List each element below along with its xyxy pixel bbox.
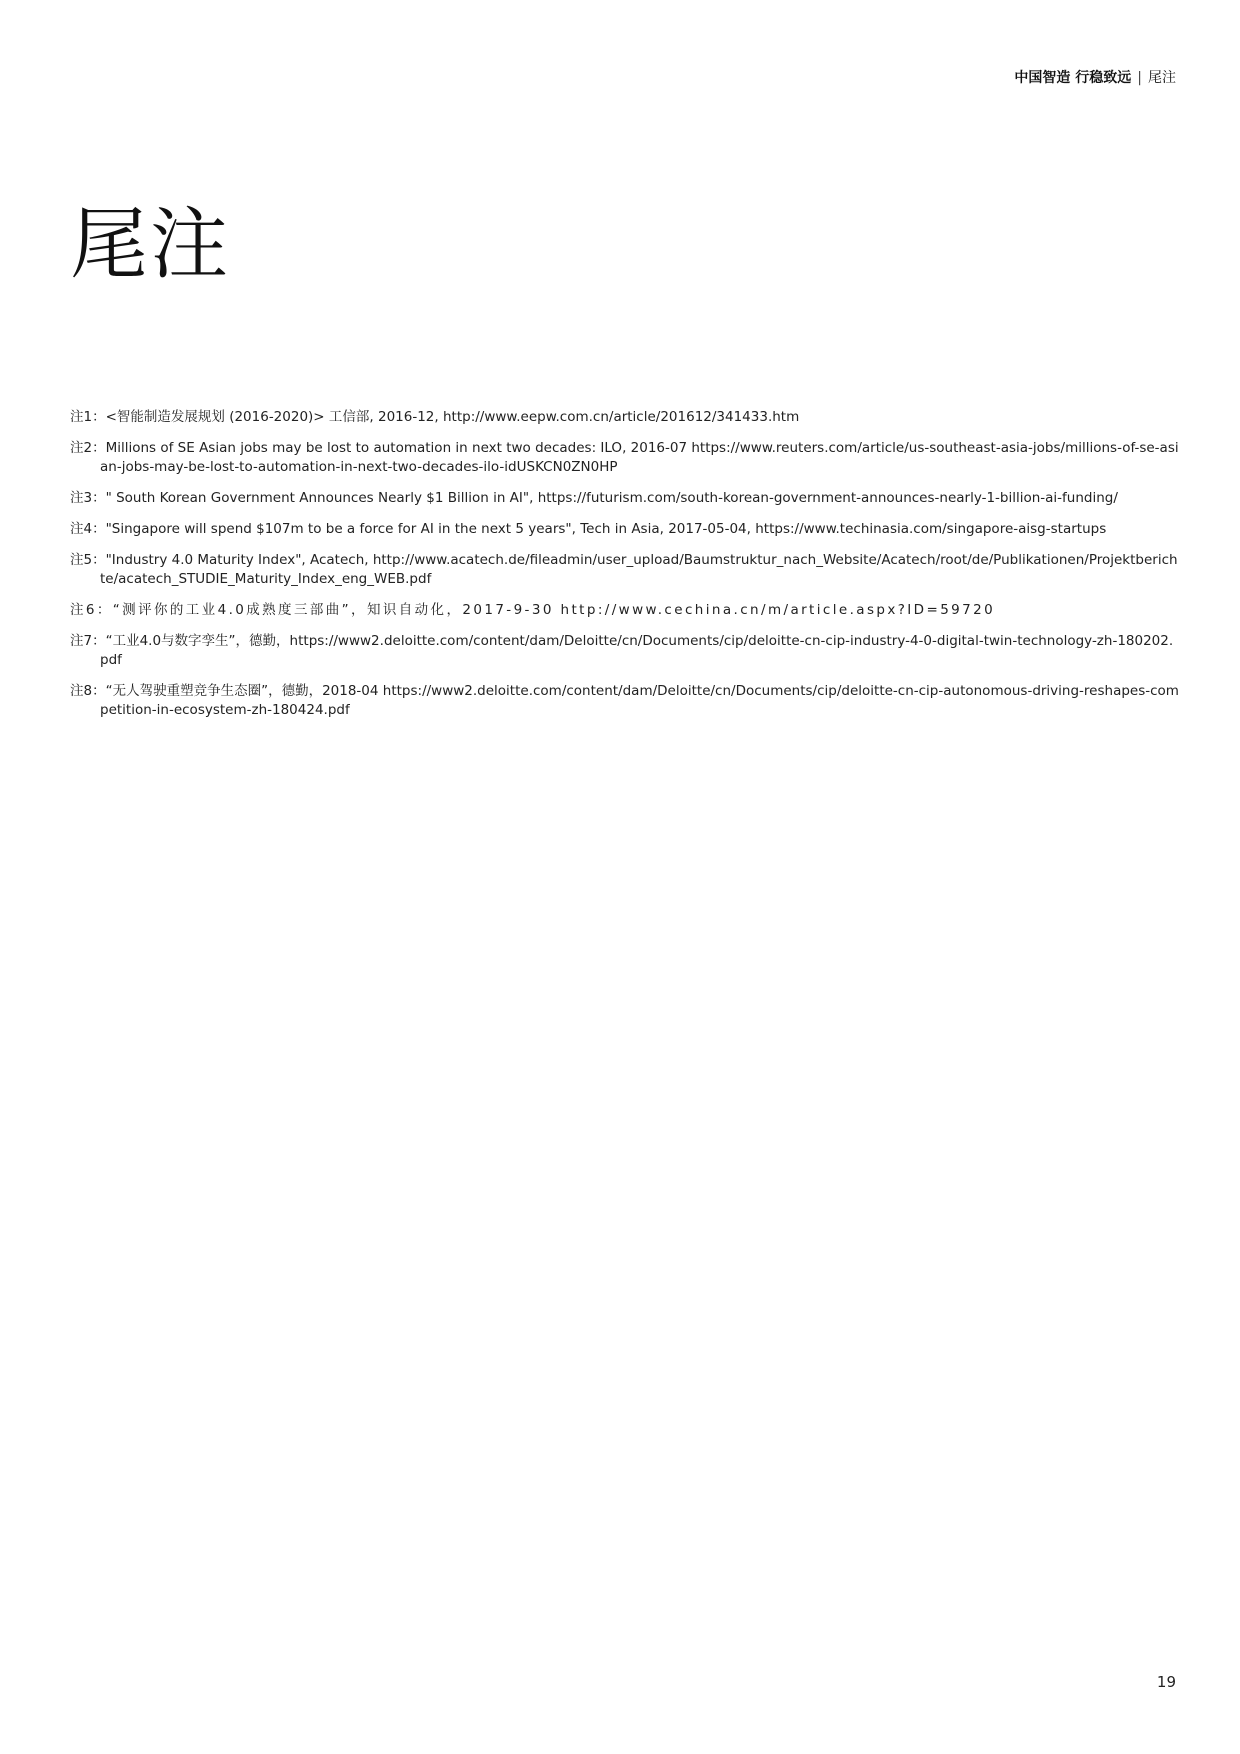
endnote-8: 注8：“无人驾驶重塑竞争生态圈”，德勤，2018-04 https://www2.deloitte.com/content/dam/Deloitte/cn/Documents/cip/deloitte-cn-cip-autonomous-driving-reshapes-competition-in-ecosystem-zh-180424.pdf xyxy=(70,683,1179,718)
page-number: 19 xyxy=(1156,1673,1176,1691)
report-title: 中国智造 行稳致远 xyxy=(1014,70,1132,86)
header-separator: | xyxy=(1137,70,1142,86)
running-header xyxy=(1014,68,1176,88)
endnote-3: 注3：" South Korean Government Announces Nearly $1 Billion in AI", https://futurism.com/south-korean-government-announces-nearly-1-billion-ai-funding/ xyxy=(70,490,1118,506)
endnote-7: 注7：“工业4.0与数字孪生”，德勤，https://www2.deloitte.com/content/dam/Deloitte/cn/Documents/cip/deloitte-cn-cip-industry-4-0-digital-twin-technology-zh-180202.pdf xyxy=(70,633,1174,668)
endnote-5: 注5："Industry 4.0 Maturity Index", Acatech, http://www.acatech.de/fileadmin/user_upload/Baumstruktur_nach_Website/Acatech/root/de/Publikationen/Projektberichte/acatech_STUDIE_Maturity_Index_eng_WEB.pdf xyxy=(70,552,1178,587)
endnote-list xyxy=(70,408,1180,732)
header-section: 尾注 xyxy=(1148,70,1176,86)
endnote-2: 注2：Millions of SE Asian jobs may be lost to automation in next two decades: ILO, 2016-07 https://www.reuters.com/article/us-southeast-asia-jobs/millions-of-se-asian-jobs-may-be-lost-to-automation-in-next-two-decades-ilo-idUSKCN0ZN0HP xyxy=(70,440,1179,475)
endnote-4: 注4："Singapore will spend $107m to be a force for AI in the next 5 years", Tech in Asia, 2017-05-04, https://www.techinasia.com/singapore-aisg-startups xyxy=(70,521,1107,537)
page-title: 尾注 xyxy=(70,200,231,290)
endnote-1: 注1：<智能制造发展规划 (2016-2020)> 工信部, 2016-12, http://www.eepw.com.cn/article/201612/341433.htm xyxy=(70,409,800,425)
endnote-6: 注6：“测评你的工业4.0成熟度三部曲”，知识自动化，2017-9-30 http://www.cechina.cn/m/article.aspx?ID=59720 xyxy=(70,602,996,618)
